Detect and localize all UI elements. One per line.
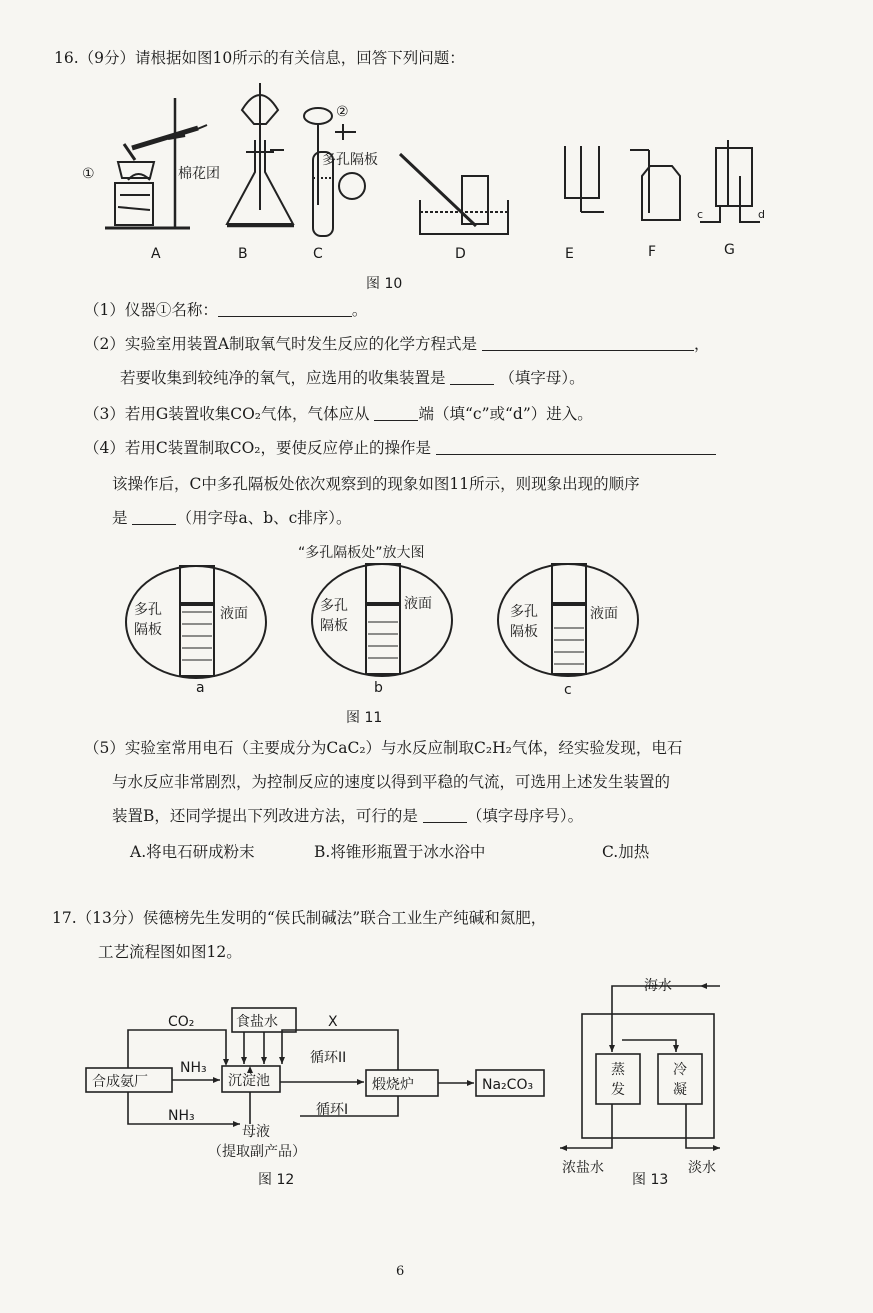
fig11b-plate-1: 多孔 [320, 598, 348, 614]
apparatus-label-d: D [455, 246, 466, 262]
fig11a-liquid: 液面 [220, 606, 248, 622]
label-mother-liquor: 母液 [242, 1124, 270, 1140]
label-seawater: 海水 [644, 978, 672, 994]
label-fresh-water: 淡水 [688, 1160, 716, 1176]
q16-part4b: 该操作后，C中多孔隔板处依次观察到的现象如图11所示，则现象出现的顺序 [112, 475, 640, 493]
label-nh3-upper: NH₃ [180, 1060, 207, 1076]
label-nh3-lower: NH₃ [168, 1108, 195, 1124]
fig11-label-a: a [196, 680, 205, 696]
label-loop-2: 循环II [310, 1050, 347, 1066]
apparatus-label-c: C [313, 246, 323, 262]
label-brine: 浓盐水 [562, 1160, 604, 1176]
q16-part5b: 与水反应非常剧烈，为控制反应的速度以得到平稳的气流，可选用上述发生装置的 [112, 773, 671, 791]
option-c: C.加热 [602, 843, 650, 861]
figure-13-caption: 图 13 [632, 1172, 669, 1188]
apparatus-label-b: B [238, 246, 248, 262]
label-byproduct: （提取副产品） [208, 1144, 306, 1160]
label-circle-1: ① [82, 166, 95, 182]
box-condense-2: 凝 [673, 1082, 687, 1098]
label-co2: CO₂ [168, 1014, 195, 1030]
fig11c-liquid: 液面 [590, 606, 618, 622]
q16-part2b: 若要收集到较纯净的氧气，应选用的收集装置是 （填字母）。 [120, 369, 585, 387]
fig11b-liquid: 液面 [404, 596, 432, 612]
label-x: X [328, 1014, 338, 1030]
apparatus-label-f: F [648, 244, 657, 260]
apparatus-label-e: E [565, 246, 574, 262]
box-product: Na₂CO₃ [482, 1077, 534, 1093]
fig11a-plate-2: 隔板 [134, 622, 162, 638]
box-condense-1: 冷 [673, 1062, 687, 1078]
label-port-d: d [758, 208, 765, 221]
label-cotton: 棉花团 [178, 166, 220, 182]
box-salt-water: 食盐水 [236, 1014, 278, 1030]
apparatus-label-a: A [151, 246, 161, 262]
option-b: B.将锥形瓶置于冰水浴中 [314, 843, 486, 861]
q16-part5a: （5）实验室常用电石（主要成分为CaC₂）与水反应制取C₂H₂气体，经实验发现，电石 [84, 739, 683, 757]
box-furnace: 煅烧炉 [372, 1077, 414, 1093]
figure-12-caption: 图 12 [258, 1172, 295, 1188]
fig11c-plate-2: 隔板 [510, 624, 538, 640]
box-evaporate-1: 蒸 [611, 1062, 625, 1078]
label-circle-2: ② [336, 104, 349, 120]
q17-line2: 工艺流程图如图12。 [98, 943, 242, 961]
fig11c-plate-1: 多孔 [510, 604, 538, 620]
fig11-label-c: c [564, 682, 572, 698]
q16-part5c: 装置B，还同学提出下列改进方法，可行的是 （填字母序号）。 [112, 807, 584, 825]
figure-11-caption: 图 11 [346, 710, 383, 726]
fig11-label-b: b [374, 680, 383, 696]
option-a: A.将电石研成粉末 [130, 843, 255, 861]
figure-11-title: “多孔隔板处”放大图 [298, 545, 425, 561]
box-settling-tank: 沉淀池 [228, 1073, 270, 1089]
box-evaporate-2: 发 [611, 1082, 625, 1098]
box-ammonia-plant: 合成氨厂 [92, 1074, 148, 1090]
q16-part3: （3）若用G装置收集CO₂气体，气体应从 端（填“c”或“d”）进入。 [84, 405, 593, 423]
label-plate: 多孔隔板 [322, 152, 378, 168]
label-loop-1: 循环I [316, 1102, 349, 1118]
q16-part1: （1）仪器①名称： 。 [84, 301, 368, 319]
fig11a-plate-1: 多孔 [134, 602, 162, 618]
q16-header: 16.（9分）请根据如图10所示的有关信息，回答下列问题： [54, 49, 465, 67]
apparatus-label-g: G [724, 242, 735, 258]
fig11b-plate-2: 隔板 [320, 618, 348, 634]
q16-part4a: （4）若用C装置制取CO₂，要使反应停止的操作是 [84, 438, 716, 458]
label-port-c: c [697, 208, 704, 221]
figure-10-caption: 图 10 [366, 276, 403, 292]
q17-header: 17.（13分）侯德榜先生发明的“侯氏制碱法”联合工业生产纯碱和氮肥， [52, 909, 547, 927]
q16-part4c: 是 （用字母a、b、c排序）。 [112, 509, 352, 527]
page-number: 6 [396, 1264, 405, 1279]
q16-part2a: （2）实验室用装置A制取氧气时发生反应的化学方程式是 ， [84, 335, 710, 353]
